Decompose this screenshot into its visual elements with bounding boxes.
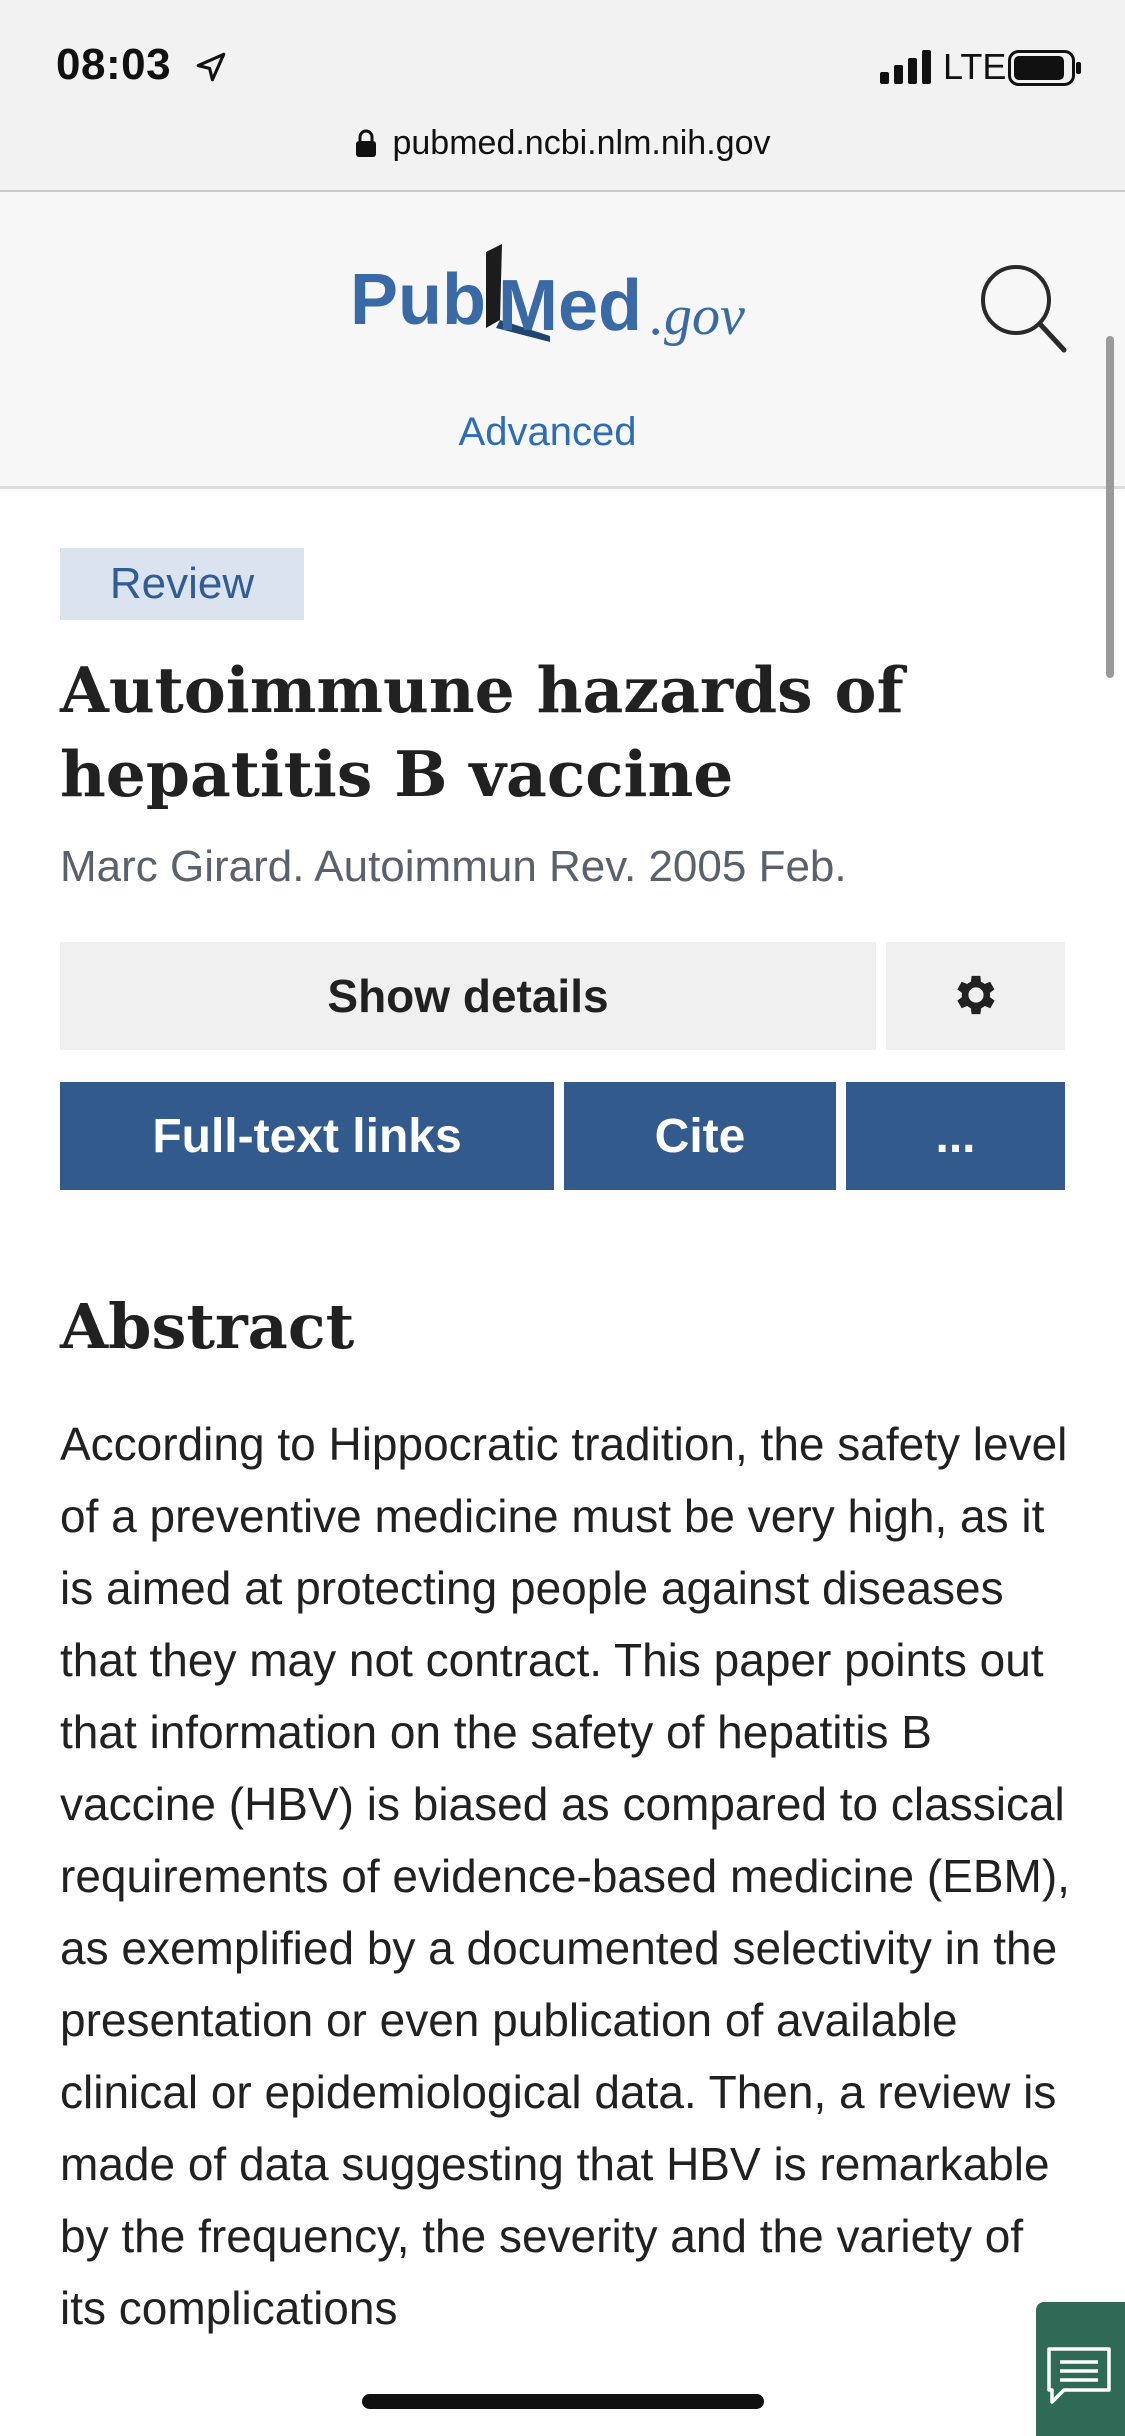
actions-row [60,1082,1065,1190]
address-bar[interactable] [0,118,1125,168]
article-citation: Marc Girard. Autoimmun Rev. 2005 Feb. [60,842,847,891]
svg-text:Pub: Pub [350,260,486,340]
search-icon[interactable] [978,262,1068,354]
cite-button[interactable]: Cite [564,1082,836,1190]
home-indicator[interactable] [362,2394,764,2409]
svg-text:Med: Med [498,266,642,346]
more-actions-button[interactable]: ... [846,1082,1065,1190]
abstract-heading: Abstract [60,1290,355,1363]
browser-chrome [0,0,1125,192]
cellular-signal-icon [880,50,934,84]
details-row [60,942,1065,1050]
feedback-button[interactable] [1036,2302,1125,2436]
article-title: Autoimmune hazards of hepatitis B vaccine [60,653,904,811]
battery-icon [1008,50,1082,86]
lock-icon [354,128,378,158]
status-time: 08:03 [56,40,172,89]
full-text-links-button[interactable]: Full-text links [60,1082,554,1190]
svg-text:.gov: .gov [650,285,745,347]
site-header [0,192,1125,489]
chat-icon [1046,2346,1112,2406]
pubmed-logo[interactable] [350,242,780,362]
settings-button[interactable] [886,942,1065,1050]
scrollbar[interactable] [1106,336,1114,678]
abstract-text: According to Hippocratic tradition, the safety level of a preventive medicine must be very high, as it is aimed at protecting people against diseases that they may not contract. This paper points out that information on the safety of hepatitis B vaccine (HBV) is biased as compared to classical requirements of evidence-based medicine (EBM), as exemplified by a documented selectivity in the presentation or even publication of available clinical or epidemiological data. Then, a review is made of data suggesting that HBV is remarkable by the frequency, the severity and the variety of its complications [60,1418,1070,2334]
advanced-search-link[interactable]: Advanced [458,410,637,454]
location-arrow-icon [194,50,228,84]
network-type: LTE [943,46,1007,87]
article-type-badge: Review [60,548,304,620]
show-details-button[interactable]: Show details [60,942,876,1050]
gear-icon [950,969,1002,1021]
url-text: pubmed.ncbi.nlm.nih.gov [392,123,771,162]
